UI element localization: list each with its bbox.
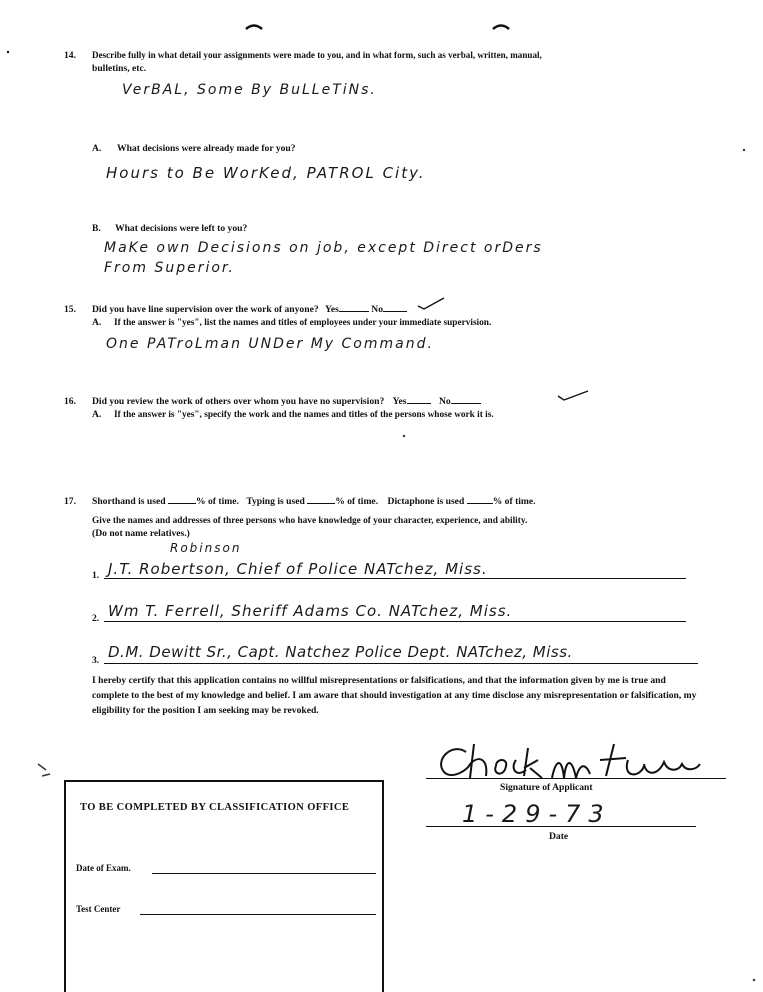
date-value: 1-29-73 bbox=[462, 800, 612, 828]
q14b-answer-line1: MaKe own Decisions on job, except Direct orDers bbox=[104, 240, 543, 256]
q15-number: 15. bbox=[64, 304, 76, 315]
q14a-answer: Hours to Be WorKed, PATROL City. bbox=[106, 164, 426, 182]
q14b-answer-line2: From Superior. bbox=[104, 260, 235, 276]
date-label: Date bbox=[549, 831, 569, 842]
reference-1-text: J.T. Robertson, Chief of Police NATchez, Miss. bbox=[108, 560, 488, 578]
shorthand-label: Shorthand is used bbox=[92, 496, 166, 507]
references-instruction: Give the names and addresses of three persons who have knowledge of your character, experience, and ability. bbox=[92, 516, 528, 526]
signature-label: Signature of Applicant bbox=[500, 782, 593, 793]
q15a-label: A. bbox=[92, 317, 102, 328]
date-of-exam-label: Date of Exam. bbox=[76, 863, 131, 873]
q16-no-label: No bbox=[438, 396, 451, 407]
reference-2-text: Wm T. Ferrell, Sheriff Adams Co. NATchez, Miss. bbox=[108, 602, 513, 620]
q14b-label: B. bbox=[92, 223, 101, 234]
reference-2-number: 2. bbox=[92, 613, 100, 624]
q16a-label: A. bbox=[92, 409, 102, 420]
typing-pct-label: % of time. bbox=[335, 496, 379, 507]
q14a-label: A. bbox=[92, 143, 102, 154]
q14-answer: VerBAL, Some By BuLLeTiNs. bbox=[122, 82, 377, 98]
q14-question-line2: bulletins, etc. bbox=[92, 63, 147, 74]
shorthand-pct-label: % of time. bbox=[196, 496, 239, 507]
q16-question-text: Did you review the work of others over whom you have no supervision? bbox=[92, 396, 385, 407]
typing-label: Typing is used bbox=[246, 496, 305, 507]
q14-question-line1: Describe fully in what detail your assignments were made to you, and in what form, such as verbal, written, manual, bbox=[92, 50, 542, 60]
dictaphone-pct-label: % of time. bbox=[492, 496, 536, 507]
q15a-question: If the answer is "yes", list the names and titles of employees under your immediate supervision. bbox=[114, 318, 492, 328]
q14b-question: What decisions were left to you? bbox=[115, 223, 248, 234]
q14a-question: What decisions were already made for you? bbox=[117, 143, 296, 154]
q16-number: 16. bbox=[64, 396, 76, 407]
q17-number: 17. bbox=[64, 496, 76, 507]
reference-3-number: 3. bbox=[92, 655, 100, 666]
q15-no-label: No bbox=[371, 304, 384, 315]
reference-1-correction: Robinson bbox=[170, 541, 242, 555]
q16a-question: If the answer is "yes", specify the work and the names and titles of the persons whose work it is. bbox=[114, 410, 494, 420]
q16-yes-label: Yes bbox=[392, 396, 407, 407]
dictaphone-label: Dictaphone is used bbox=[387, 496, 465, 507]
classification-box-title: TO BE COMPLETED BY CLASSIFICATION OFFICE bbox=[80, 802, 350, 813]
q14-number: 14. bbox=[64, 50, 76, 61]
test-center-label: Test Center bbox=[76, 904, 121, 914]
q15-yes-label: Yes bbox=[325, 304, 339, 315]
certification-statement: I hereby certify that this application contains no willful misrepresentations or falsifications, and that the information given by me is true and complete to the best of my knowledge and belief. I am aware that should investigation at any time disclose any misrepresentation or falsification, my eligibility for the position I am seeking may be revoked. bbox=[92, 675, 697, 716]
q15a-answer: One PATroLman UNDer My Command. bbox=[106, 336, 434, 352]
q15-question-text: Did you have line supervision over the work of anyone? bbox=[92, 304, 319, 315]
reference-3-text: D.M. Dewitt Sr., Capt. Natchez Police Dept. NATchez, Miss. bbox=[108, 643, 573, 661]
reference-1-number: 1. bbox=[92, 570, 100, 581]
references-note: (Do not name relatives.) bbox=[92, 528, 190, 539]
